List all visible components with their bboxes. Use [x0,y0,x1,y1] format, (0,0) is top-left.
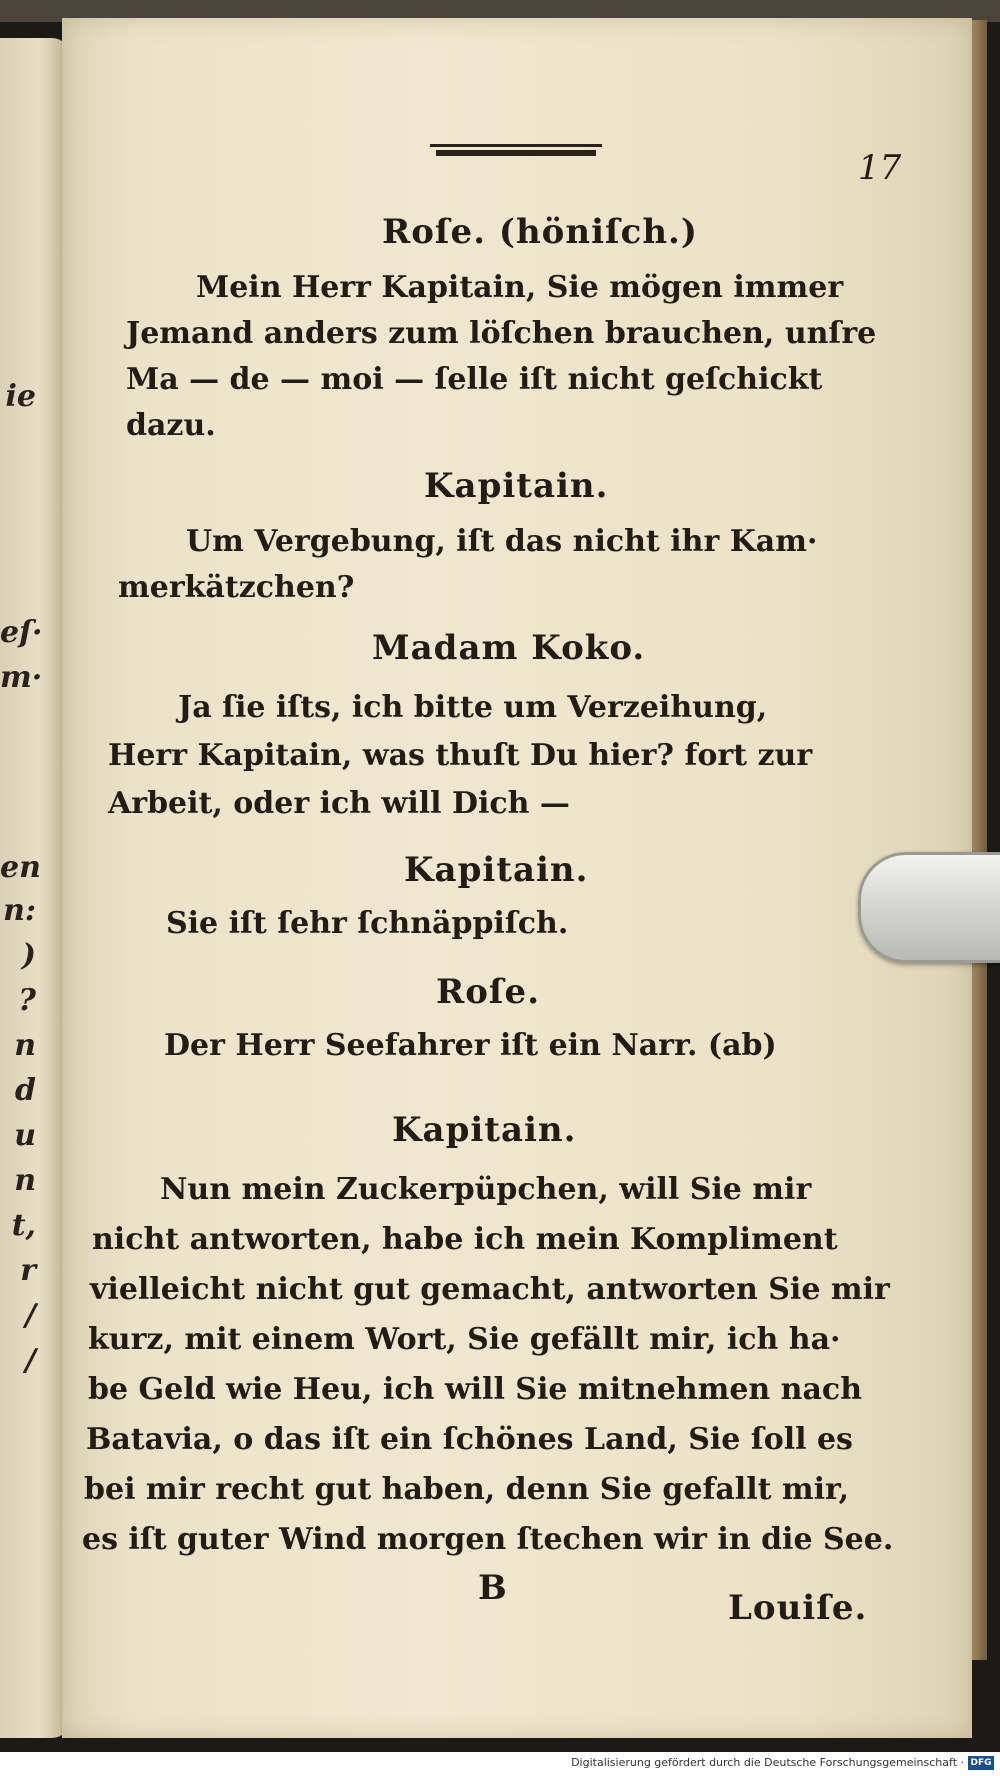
text-line: kurz, mit einem Wort, Sie gefällt mir, ich ha· [88,1322,841,1357]
left-fragment: m· [0,660,43,695]
left-fragment: u [14,1118,36,1153]
text-line: be Geld wie Heu, ich will Sie mitnehmen nach [88,1372,863,1407]
speaker-heading: Kapitain. [392,1110,577,1150]
text-line: Ma — de — moi — ſelle iſt nicht geſchickt [126,362,823,397]
header-ornament [430,144,602,158]
speaker-heading: Roſe. (höniſch.) [382,212,698,252]
text-line: vielleicht nicht gut gemacht, antworten Sie mir [90,1272,890,1307]
text-line: dazu. [126,408,216,443]
speaker-heading: Roſe. [436,972,541,1012]
text-line: Batavia, o das iſt ein ſchönes Land, Sie ſoll es [86,1422,853,1457]
left-fragment: n [14,1163,36,1198]
text-line: Ja ſie iſts, ich bitte um Verzeihung, [178,690,768,725]
signature-mark: B [478,1568,508,1608]
text-line: es iſt guter Wind morgen ſtechen wir in die See. [82,1522,894,1557]
left-fragment: t, [11,1208,36,1243]
text-line: Jemand anders zum löſchen brauchen, unſre [126,316,877,351]
text-line: nicht antworten, habe ich mein Kompliment [92,1222,838,1257]
left-fragment: n: [3,893,36,928]
text-line: Nun mein Zuckerpüpchen, will Sie mir [160,1172,812,1207]
text-line: merkätzchen? [118,570,355,605]
left-fragment: ) [21,938,36,973]
speaker-heading: Kapitain. [404,850,589,890]
ornament-rule-thick [436,150,596,156]
text-line: Der Herr Seefahrer iſt ein Narr. (ab) [164,1028,777,1063]
left-fragment: n [14,1028,36,1063]
left-page-edge [0,38,70,1738]
ornament-rule-thin [430,144,602,147]
speaker-heading: Madam Koko. [372,628,646,668]
text-line: bei mir recht gut haben, denn Sie gefallt mir, [84,1472,850,1507]
left-fragment: r [20,1253,36,1288]
page-clip [858,852,1000,963]
left-fragment: d [15,1073,36,1108]
text-line: Um Vergebung, iſt das nicht ihr Kam· [186,524,818,559]
left-fragment: en [0,850,41,885]
catchword: Louiſe. [728,1588,868,1628]
footer-credit: Digitalisierung gefördert durch die Deutsche Forschungsgemeinschaft · [571,1756,964,1769]
text-line: Arbeit, oder ich will Dich — [108,786,570,821]
text-line: Sie iſt ſehr ſchnäppiſch. [166,906,569,941]
left-fragment: / [25,1298,36,1333]
left-fragment: eſ· [0,615,43,650]
left-fragment: ? [18,983,36,1018]
left-fragment: ie [5,379,36,414]
text-line: Herr Kapitain, was thuſt Du hier? fort zur [108,738,813,773]
left-fragment: / [25,1343,36,1378]
speaker-heading: Kapitain. [424,466,609,506]
dfg-logo-icon: DFG [968,1756,994,1770]
text-line: Mein Herr Kapitain, Sie mögen immer [196,270,844,305]
page-number: 17 [858,148,902,188]
